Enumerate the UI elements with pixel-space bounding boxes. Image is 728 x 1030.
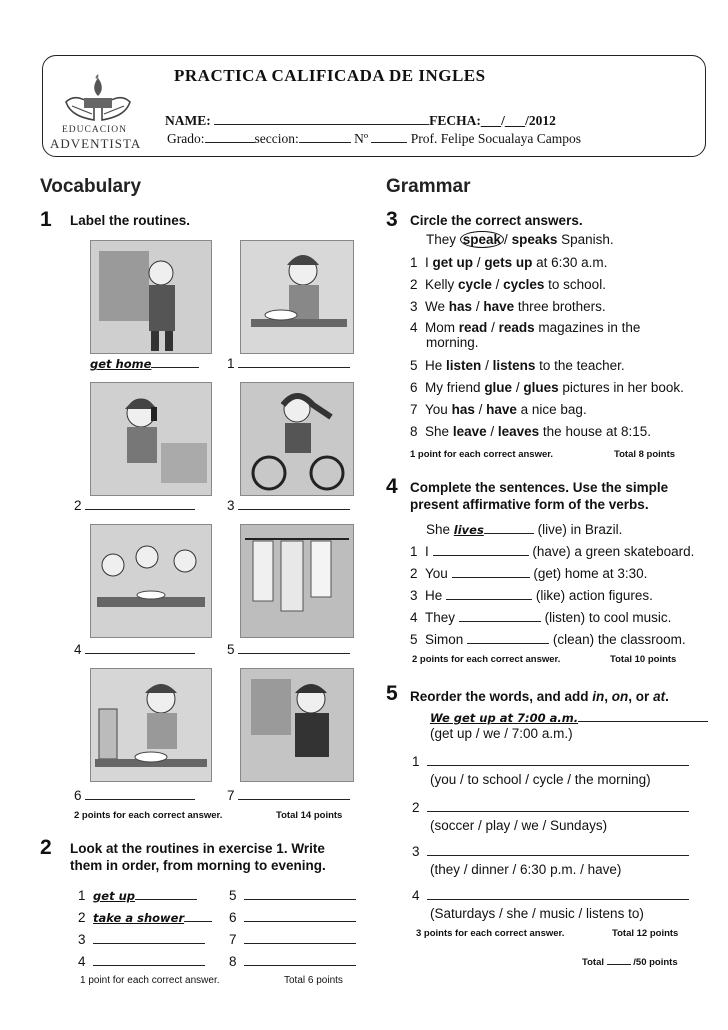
ex3-item-rest: the house at 8:15.: [539, 424, 652, 439]
ex5-instruction-in: in: [592, 689, 605, 704]
date-label: FECHA:: [429, 113, 481, 128]
ex2-instruction-line1: Look at the routines in exercise 1. Write: [70, 841, 325, 856]
ex4-answer-field[interactable]: [433, 542, 529, 556]
picture-man-arriving-home: [90, 240, 212, 354]
ex1-answer-3[interactable]: [238, 496, 350, 510]
ex5-item-number: 2: [412, 800, 420, 815]
ex5-item-2: [412, 798, 689, 815]
ex3-example: [426, 232, 614, 247]
ex1-label-3: [227, 496, 350, 513]
ex4-points: 2 points for each correct answer.: [412, 654, 561, 665]
ex1-label-2: [74, 496, 195, 513]
ex3-item-number: 2: [410, 277, 418, 292]
ex2-total: Total 6 points: [284, 975, 343, 986]
ex3-option-b[interactable]: leaves: [497, 424, 540, 439]
vocabulary-title: Vocabulary: [40, 176, 142, 197]
ex1-points: 2 points for each correct answer.: [74, 810, 223, 821]
ex1-label-4: [74, 640, 195, 657]
ex3-option-a[interactable]: read: [458, 320, 488, 335]
ex2-item-5-number: 5: [229, 888, 237, 903]
ex4-item-subject: Simon: [425, 632, 464, 647]
grade-field[interactable]: [205, 129, 255, 143]
ex1-answer-4[interactable]: [85, 640, 195, 654]
ex4-item-rest: (listen) to cool music.: [544, 610, 672, 625]
section-field[interactable]: [299, 129, 351, 143]
ex4-item-subject: I: [425, 544, 429, 559]
ex1-label-7-number: 7: [227, 788, 235, 803]
ex4-item-rest: (get) home at 3:30.: [533, 566, 648, 581]
ex3-example-sep: /: [504, 232, 512, 247]
ex5-instruction-or: , or: [628, 689, 654, 704]
picture-boy-eating-breakfast: [90, 668, 212, 782]
ex4-example-line: [484, 520, 534, 534]
ex1-answer-2[interactable]: [85, 496, 195, 510]
picture-boy-on-phone: [90, 382, 212, 496]
ex4-item-subject: They: [425, 610, 456, 625]
ex5-example-answer-row: [430, 708, 708, 725]
ex1-label-1: [227, 354, 350, 371]
ex5-answer-field[interactable]: [427, 842, 689, 856]
picture-boy-putting-on-jacket: [240, 668, 354, 782]
ex2-item-3-answer[interactable]: [93, 930, 205, 944]
teacher-name: Prof. Felipe Socualaya Campos: [410, 131, 582, 146]
ex3-item-subject: She: [425, 424, 453, 439]
logo-text-line1: EDUCACION: [62, 125, 127, 135]
ex2-item-2-line: [184, 908, 212, 922]
ex3-item-5: 5 He listen / listens to the teacher.: [410, 358, 625, 373]
ex2-item-1-answer: get up: [93, 889, 135, 903]
ex2-item-8-answer[interactable]: [244, 952, 356, 966]
ex4-answer-field[interactable]: [459, 608, 541, 622]
ex3-option-b[interactable]: glues: [523, 380, 559, 395]
ex1-answer-7[interactable]: [238, 786, 350, 800]
ex4-answer-field[interactable]: [446, 586, 532, 600]
ex4-item-subject: He: [425, 588, 443, 603]
ex1-label-3-number: 3: [227, 498, 235, 513]
ex1-label-5-number: 5: [227, 642, 235, 657]
ex5-item-4-prompt: (Saturdays / she / music / listens to): [430, 906, 644, 921]
ex5-points: 3 points for each correct answer.: [416, 928, 565, 939]
school-logo: [58, 72, 138, 124]
ex5-item-number: 1: [412, 754, 420, 769]
ex5-item-number: 4: [412, 888, 420, 903]
ex3-option-a[interactable]: has: [451, 402, 475, 417]
ex3-option-b[interactable]: gets up: [484, 255, 533, 270]
ex3-item-subject: He: [425, 358, 447, 373]
hands-flame-icon: [58, 72, 138, 124]
section-label: seccion:: [254, 131, 299, 146]
ex1-total: Total 14 points: [276, 810, 343, 821]
ex3-option-b[interactable]: have: [483, 299, 515, 314]
ex2-item-6-answer[interactable]: [244, 908, 356, 922]
ex2-item-2: [78, 908, 212, 925]
ex5-item-number: 3: [412, 844, 420, 859]
ex5-instruction: Reorder the words, and add in, on, or at.: [410, 689, 669, 704]
ex3-option-a[interactable]: get up: [432, 255, 474, 270]
ex4-total: Total 10 points: [610, 654, 677, 665]
ex5-example-prompt: (get up / we / 7:00 a.m.): [430, 726, 573, 741]
ex1-label-5: [227, 640, 350, 657]
ex3-option-a[interactable]: listen: [446, 358, 482, 373]
grand-total: [582, 955, 678, 968]
ex4-item-number: 4: [410, 610, 418, 625]
ex2-item-2-answer: take a shower: [93, 911, 185, 925]
ex3-option-b[interactable]: reads: [498, 320, 535, 335]
date-value[interactable]: ___/___/2012: [480, 113, 556, 128]
logo-text-line2: ADVENTISTA: [50, 136, 142, 151]
ex1-answer-5[interactable]: [238, 640, 350, 654]
number-label: Nº: [354, 131, 369, 146]
ex3-option-a[interactable]: has: [448, 299, 473, 314]
header-grade-row: [167, 129, 581, 147]
ex5-number: 5: [386, 682, 398, 705]
ex4-example-pre: She: [426, 522, 454, 537]
ex5-answer-field[interactable]: [427, 798, 689, 812]
ex4-item-number: 3: [410, 588, 418, 603]
ex2-item-4-answer[interactable]: [93, 952, 205, 966]
ex4-item-number: 2: [410, 566, 418, 581]
ex3-option-a[interactable]: leave: [452, 424, 487, 439]
ex4-item-number: 5: [410, 632, 418, 647]
ex3-item-number: 6: [410, 380, 418, 395]
ex3-item-rest: pictures in her book.: [558, 380, 684, 395]
grade-label: Grado:: [167, 131, 205, 146]
ex5-instruction-pre: Reorder the words, and add: [410, 689, 593, 704]
ex4-item-5: [410, 630, 686, 647]
ex1-label-4-number: 4: [74, 642, 82, 657]
ex3-item-2: 2 Kelly cycle / cycles to school.: [410, 277, 606, 292]
ex4-example-post: (live) in Brazil.: [537, 522, 623, 537]
ex2-number: 2: [40, 836, 52, 859]
ex3-item-3: 3 We has / have three brothers.: [410, 299, 606, 314]
ex5-item-4: [412, 886, 689, 903]
ex2-item-7: [229, 930, 356, 947]
picture-laundry-drying: [240, 524, 354, 638]
ex4-instruction-line1: Complete the sentences. Use the simple: [410, 480, 669, 495]
ex2-item-4-number: 4: [78, 954, 86, 969]
ex1-instruction: Label the routines.: [70, 213, 191, 228]
ex4-item-3: [410, 586, 653, 603]
ex5-instruction-at: at: [653, 689, 666, 704]
ex4-instruction-line2: present affirmative form of the verbs.: [410, 497, 649, 512]
ex3-item-4-continued: morning.: [426, 335, 479, 350]
ex2-item-7-answer[interactable]: [244, 930, 356, 944]
ex1-label-1-number: 1: [227, 356, 235, 371]
ex2-item-6-number: 6: [229, 910, 237, 925]
grand-total-value: /50 points: [633, 957, 678, 968]
ex3-item-subject: I: [425, 255, 433, 270]
ex3-option-b[interactable]: cycles: [503, 277, 545, 292]
ex3-total: Total 8 points: [614, 449, 676, 460]
picture-girl-eating-lunch: [240, 240, 354, 354]
picture-girl-cycling: [240, 382, 354, 496]
ex4-number: 4: [386, 475, 398, 498]
ex3-item-subject: Kelly: [425, 277, 459, 292]
ex3-item-rest: a nice bag.: [516, 402, 587, 417]
ex3-item-rest: to the teacher.: [535, 358, 625, 373]
ex2-item-1: [78, 886, 197, 903]
ex5-item-3-prompt: (they / dinner / 6:30 p.m. / have): [430, 862, 622, 877]
ex5-example-line: [578, 708, 708, 722]
ex1-number: 1: [40, 208, 52, 231]
ex4-item-subject: You: [425, 566, 448, 581]
ex3-example-b: speaks: [511, 232, 558, 247]
ex4-item-4: [410, 608, 671, 625]
ex2-item-1-number: 1: [78, 888, 86, 903]
ex3-option-b[interactable]: listens: [492, 358, 536, 373]
ex1-example-answer: get home: [90, 357, 152, 371]
ex3-item-6: 6 My friend glue / glues pictures in her book.: [410, 380, 684, 395]
ex3-item-7: 7 You has / have a nice bag.: [410, 402, 587, 417]
ex2-points: 1 point for each correct answer.: [80, 975, 220, 986]
ex3-item-8: 8 She leave / leaves the house at 8:15.: [410, 424, 652, 439]
ex1-label-2-number: 2: [74, 498, 82, 513]
ex2-item-2-number: 2: [78, 910, 86, 925]
ex3-item-rest: to school.: [544, 277, 606, 292]
ex4-item-rest: (have) a green skateboard.: [532, 544, 695, 559]
ex1-label-6: [74, 786, 195, 803]
header-name-row: [165, 111, 556, 129]
ex2-item-8: [229, 952, 356, 969]
ex2-item-7-number: 7: [229, 932, 237, 947]
ex1-answer-1[interactable]: [238, 354, 350, 368]
ex5-example-answer: We get up at 7:00 a.m.: [430, 711, 579, 725]
ex1-label-7: [227, 786, 350, 803]
grand-total-label: Total: [582, 957, 604, 968]
ex4-item-1: [410, 542, 694, 559]
ex3-item-subject: We: [425, 299, 449, 314]
ex3-item-number: 8: [410, 424, 418, 439]
ex1-label-6-number: 6: [74, 788, 82, 803]
ex4-item-rest: (clean) the classroom.: [552, 632, 686, 647]
ex3-item-number: 5: [410, 358, 418, 373]
picture-family-dinner: [90, 524, 212, 638]
ex3-item-4: 4 Mom read / reads magazines in the: [410, 320, 641, 335]
ex4-item-2: [410, 564, 647, 581]
ex3-item-rest: magazines in the: [534, 320, 641, 335]
ex5-item-1-prompt: (you / to school / cycle / the morning): [430, 772, 651, 787]
ex3-item-subject: Mom: [425, 320, 459, 335]
ex3-instruction: Circle the correct answers.: [410, 213, 583, 228]
ex4-item-number: 1: [410, 544, 418, 559]
ex5-item-1: [412, 752, 689, 769]
name-label: NAME:: [165, 113, 211, 128]
ex3-option-a[interactable]: cycle: [458, 277, 492, 292]
ex1-example-line: [151, 354, 199, 368]
grand-total-field[interactable]: [607, 955, 631, 965]
ex2-item-6: [229, 908, 356, 925]
ex2-item-8-number: 8: [229, 954, 237, 969]
ex5-total: Total 12 points: [612, 928, 679, 939]
page-title: PRACTICA CALIFICADA DE INGLES: [174, 66, 486, 85]
ex2-item-4: [78, 952, 205, 969]
number-field[interactable]: [371, 129, 407, 143]
ex3-item-number: 3: [410, 299, 418, 314]
ex3-example-post: Spanish.: [557, 232, 614, 247]
ex3-example-circled: speak: [460, 231, 504, 248]
ex5-answer-field[interactable]: [427, 752, 689, 766]
ex3-points: 1 point for each correct answer.: [410, 449, 554, 460]
ex1-example-row: [90, 354, 199, 371]
ex5-instruction-on: on: [611, 689, 629, 704]
ex4-example: [426, 520, 622, 537]
ex2-instruction-line2: them in order, from morning to evening.: [70, 858, 326, 873]
ex3-item-subject: You: [425, 402, 452, 417]
ex3-item-rest: at 6:30 a.m.: [532, 255, 608, 270]
ex1-answer-6[interactable]: [85, 786, 195, 800]
ex4-item-rest: (like) action figures.: [535, 588, 653, 603]
ex3-item-number: 4: [410, 320, 418, 335]
ex3-option-b[interactable]: have: [486, 402, 517, 417]
ex4-example-answer: lives: [453, 523, 484, 537]
ex3-item-1: 1 I get up / gets up at 6:30 a.m.: [410, 255, 608, 270]
grammar-title: Grammar: [386, 176, 471, 197]
ex3-item-number: 7: [410, 402, 418, 417]
ex3-item-rest: three brothers.: [514, 299, 606, 314]
ex2-item-5-answer[interactable]: [244, 886, 356, 900]
ex2-item-3: [78, 930, 205, 947]
ex5-item-3: [412, 842, 689, 859]
ex2-item-3-number: 3: [78, 932, 86, 947]
ex3-number: 3: [386, 208, 398, 231]
ex3-option-a[interactable]: glue: [484, 380, 513, 395]
ex5-answer-field[interactable]: [427, 886, 689, 900]
name-field[interactable]: [214, 111, 429, 125]
ex4-answer-field[interactable]: [452, 564, 530, 578]
ex5-item-2-prompt: (soccer / play / we / Sundays): [430, 818, 608, 833]
ex2-item-5: [229, 886, 356, 903]
ex4-answer-field[interactable]: [467, 630, 549, 644]
ex3-example-pre: They: [426, 232, 460, 247]
ex3-item-subject: My friend: [425, 380, 485, 395]
ex2-item-1-line: [135, 886, 197, 900]
ex3-item-number: 1: [410, 255, 418, 270]
